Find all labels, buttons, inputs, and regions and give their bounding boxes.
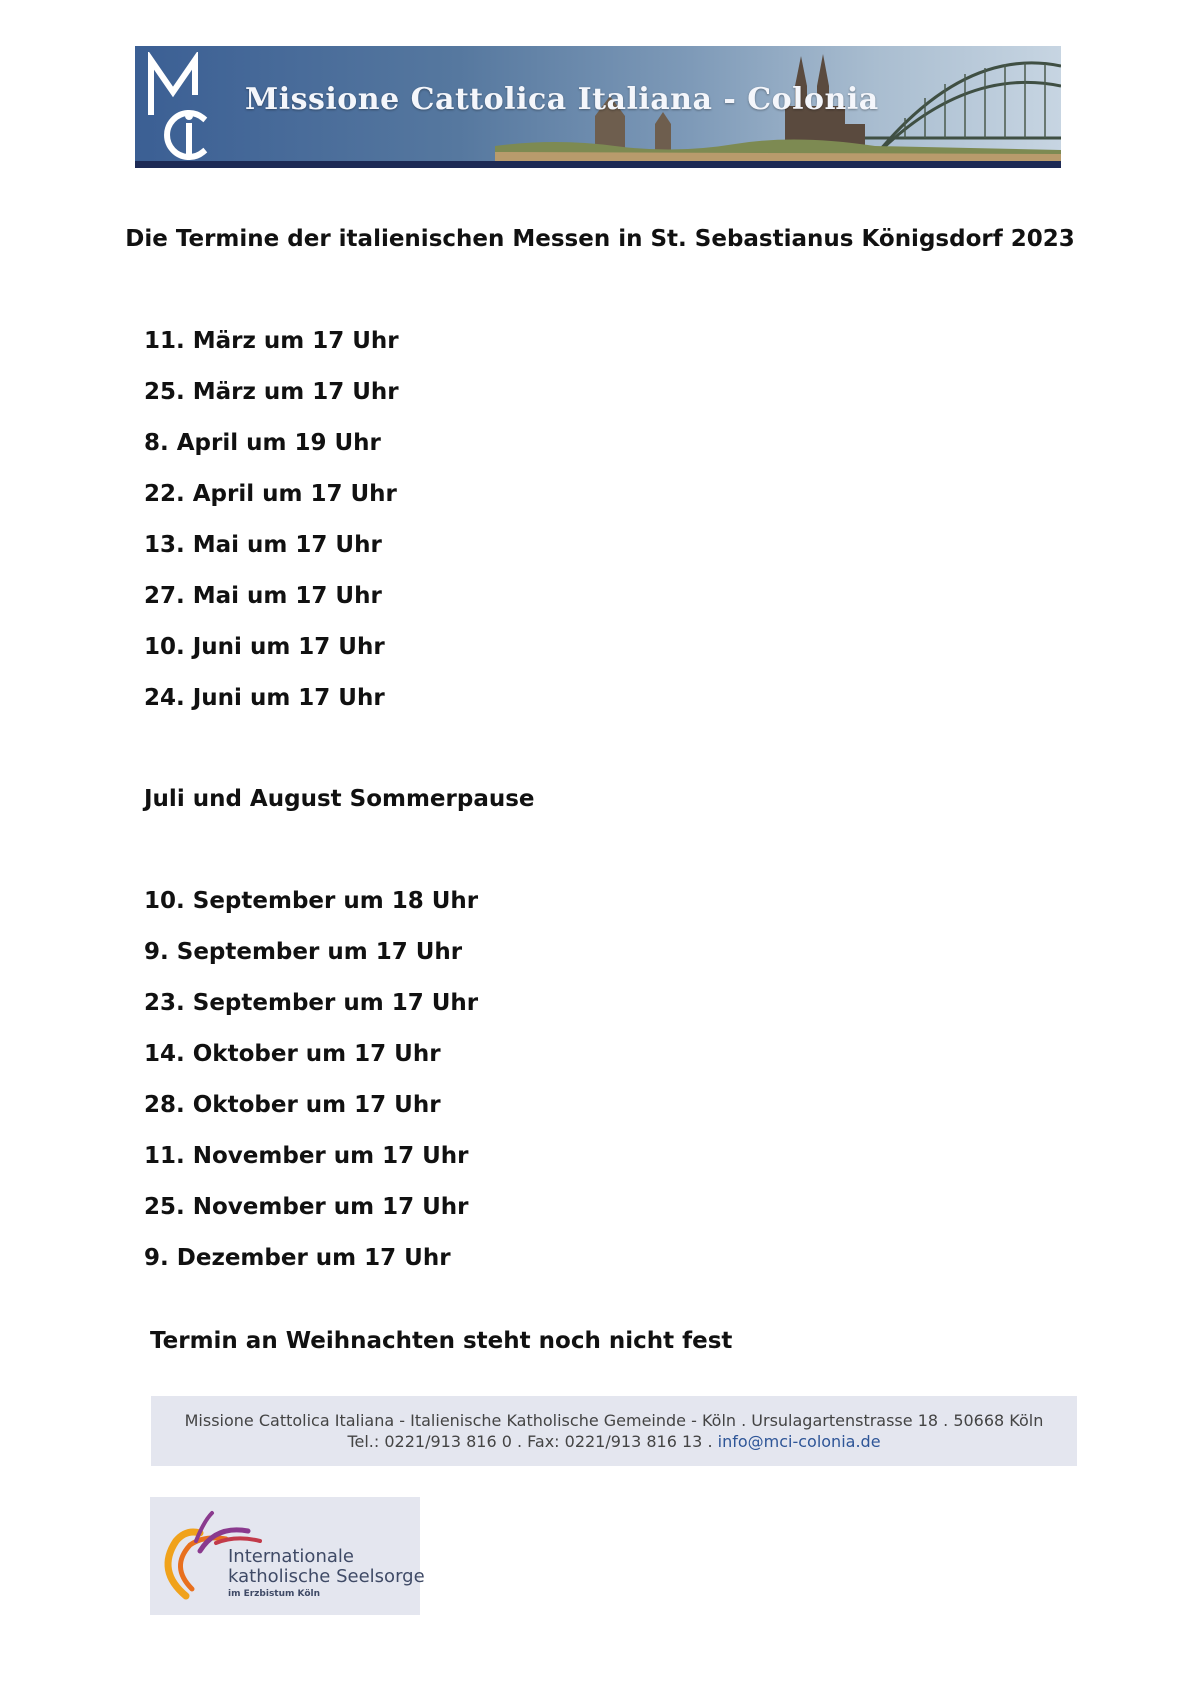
seelsorge-line-1: Internationale bbox=[228, 1546, 354, 1567]
seelsorge-logo-text bbox=[228, 1547, 425, 1601]
date-item: 11. März um 17 Uhr bbox=[144, 328, 399, 354]
mci-logo-icon bbox=[143, 52, 213, 160]
footer-contact-line bbox=[151, 1431, 1077, 1452]
date-item: 11. November um 17 Uhr bbox=[144, 1143, 469, 1169]
seelsorge-line-2: katholische Seelsorge bbox=[228, 1566, 425, 1587]
date-item: 22. April um 17 Uhr bbox=[144, 481, 397, 507]
banner-title: Missione Cattolica Italiana - Colonia bbox=[245, 82, 879, 117]
page-title: Die Termine der italienischen Messen in St. Sebastianus Königsdorf 2023 bbox=[125, 226, 1075, 252]
date-item: 10. September um 18 Uhr bbox=[144, 888, 479, 914]
seelsorge-logo bbox=[150, 1497, 425, 1615]
summer-break-note: Juli und August Sommerpause bbox=[144, 786, 535, 812]
christmas-note: Termin an Weihnachten steht noch nicht fest bbox=[150, 1328, 733, 1354]
date-item: 13. Mai um 17 Uhr bbox=[144, 532, 382, 558]
dates-list-second-half bbox=[144, 886, 478, 1294]
date-item: 25. November um 17 Uhr bbox=[144, 1194, 469, 1220]
footer-address bbox=[151, 1396, 1077, 1466]
date-item: 14. Oktober um 17 Uhr bbox=[144, 1041, 441, 1067]
footer-email-link[interactable]: info@mci-colonia.de bbox=[717, 1432, 881, 1451]
footer-address-line: Missione Cattolica Italiana - Italienische Katholische Gemeinde - Köln . Ursulagartenstrasse 18 . 50668 Köln bbox=[184, 1411, 1044, 1430]
date-item: 8. April um 19 Uhr bbox=[144, 430, 381, 456]
date-item: 10. Juni um 17 Uhr bbox=[144, 634, 385, 660]
date-item: 27. Mai um 17 Uhr bbox=[144, 583, 382, 609]
date-item: 23. September um 17 Uhr bbox=[144, 990, 479, 1016]
footer-phone-fax: Tel.: 0221/913 816 0 . Fax: 0221/913 816 13 . bbox=[347, 1432, 718, 1451]
seelsorge-line-3: im Erzbistum Köln bbox=[228, 1589, 321, 1599]
banner-bottom-bar bbox=[135, 161, 1061, 168]
date-item: 25. März um 17 Uhr bbox=[144, 379, 399, 405]
date-item: 9. September um 17 Uhr bbox=[144, 939, 463, 965]
date-item: 9. Dezember um 17 Uhr bbox=[144, 1245, 451, 1271]
header-banner bbox=[135, 46, 1061, 168]
dates-list-first-half bbox=[144, 326, 399, 734]
date-item: 24. Juni um 17 Uhr bbox=[144, 685, 385, 711]
date-item: 28. Oktober um 17 Uhr bbox=[144, 1092, 441, 1118]
